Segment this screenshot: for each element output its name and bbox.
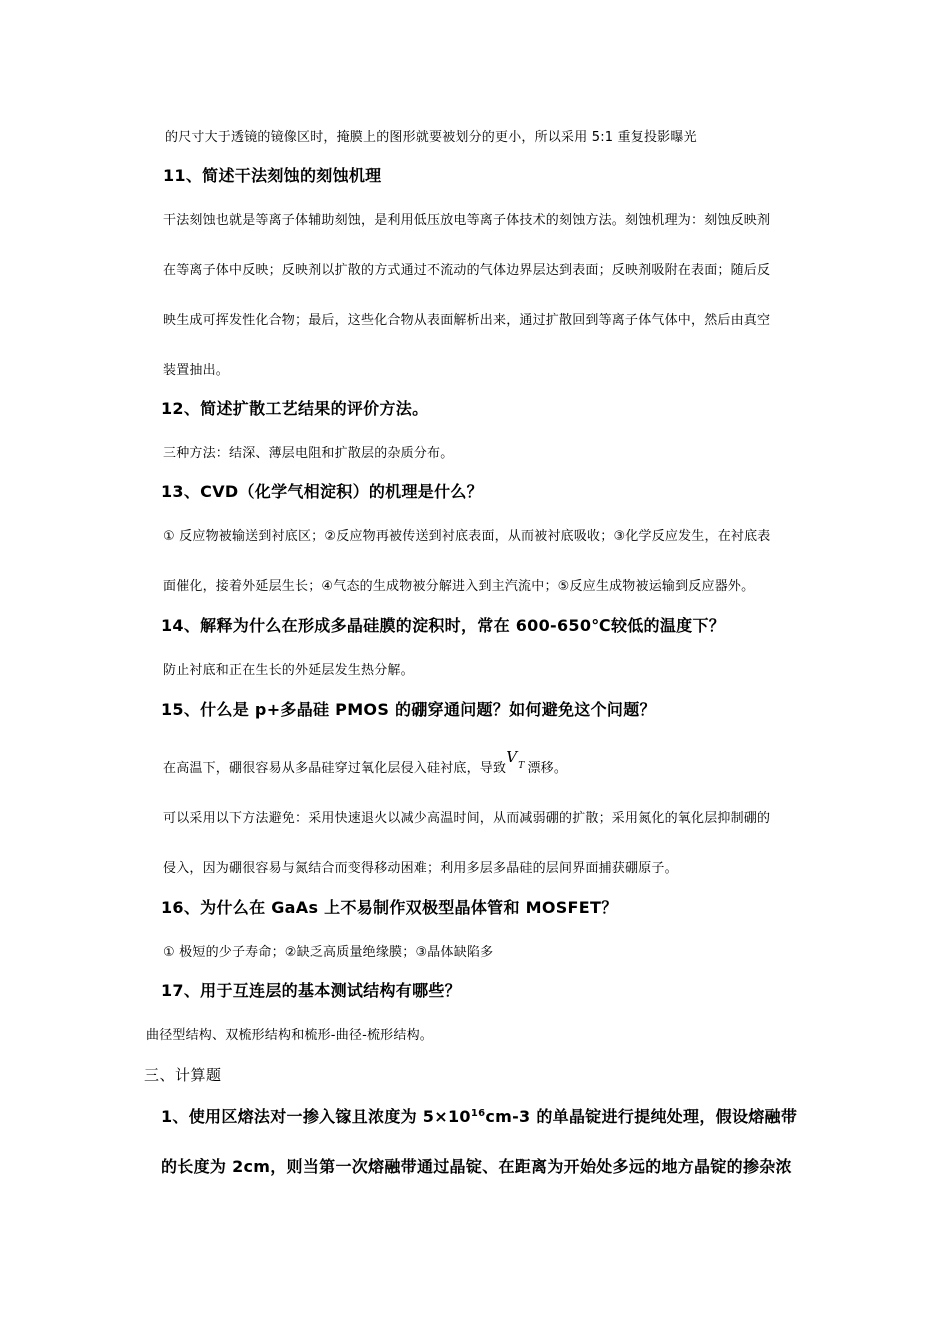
question-14-answer-line: 防止衬底和正在生长的外延层发生热分解。 [163,663,414,678]
question-12-answer-line: 三种方法：结深、薄层电阻和扩散层的杂质分布。 [163,446,454,461]
question-15-answer-line: 侵入，因为硼很容易与氮结合而变得移动困难；利用多层多晶硅的层间界面捕获硼原子。 [163,861,678,876]
vt-subscript: T [518,761,525,771]
vt-formula [506,748,527,776]
question-11-answer-line: 装置抽出。 [163,363,230,378]
question-13-title: 13、CVD（化学气相淀积）的机理是什么？ [161,482,483,501]
intro-line: 的尺寸大于透镜的镜像区时，掩膜上的图形就要被划分的更小，所以采用 5:1 重复投影曝光 [165,130,697,145]
question-15-title: 15、什么是 p+多晶硅 PMOS 的硼穿通问题？如何避免这个问题？ [161,700,656,719]
question-11-answer-line: 映生成可挥发性化合物；最后，这些化合物从表面解析出来，通过扩散回到等离子体气体中，然后由真空 [163,313,771,328]
question-16-title: 16、为什么在 GaAs 上不易制作双极型晶体管和 MOSFET？ [161,898,618,917]
calc-question-1-line: 的长度为 2cm，则当第一次熔融带通过晶锭、在距离为开始处多远的地方晶锭的掺杂浓 [161,1157,792,1176]
section-title: 三、计算题 [144,1066,222,1084]
exponent: 16 [470,1108,486,1119]
question-13-answer-line: ① 反应物被输送到衬底区；②反应物再被传送到衬底表面，从而被衬底吸收；③化学反应发生，在衬底表 [163,529,771,544]
question-15-answer-line: 可以采用以下方法避免：采用快速退火以减少高温时间，从而减弱硼的扩散；采用氮化的氧化层抑制硼的 [163,811,771,826]
question-17-title: 17、用于互连层的基本测试结构有哪些？ [161,981,461,1000]
question-15-answer-line [163,748,568,776]
question-17-answer-line: 曲径型结构、双梳形结构和梳形-曲径-梳形结构。 [146,1028,433,1043]
question-11-answer-line: 在等离子体中反映；反映剂以扩散的方式通过不流动的气体边界层达到表面；反映剂吸附在表面；随后反 [163,263,771,278]
calc-question-1-line [161,1109,797,1125]
question-11-title: 11、简述干法刻蚀的刻蚀机理 [163,166,382,185]
calc-text: 1、使用区熔法对一掺入镓且浓度为 5×10 [161,1107,471,1126]
answer-text: 漂移。 [527,761,568,776]
question-16-answer-line: ① 极短的少子寿命；②缺乏高质量绝缘膜；③晶体缺陷多 [163,945,494,960]
question-11-answer-line: 干法刻蚀也就是等离子体辅助刻蚀，是利用低压放电等离子体技术的刻蚀方法。刻蚀机理为：刻蚀反映剂 [163,213,771,228]
question-14-title: 14、解释为什么在形成多晶硅膜的淀积时，常在 600-650℃较低的温度下？ [161,616,726,635]
answer-text: 在高温下，硼很容易从多晶硅穿过氧化层侵入硅衬底，导致 [163,761,507,776]
vt-symbol: V [506,748,518,766]
calc-text: cm-3 的单晶锭进行提纯处理，假设熔融带 [485,1107,798,1126]
question-12-title: 12、简述扩散工艺结果的评价方法。 [161,399,429,418]
question-13-answer-line: 面催化，接着外延层生长；④气态的生成物被分解进入到主汽流中；⑤反应生成物被运输到反应器外。 [163,579,755,594]
